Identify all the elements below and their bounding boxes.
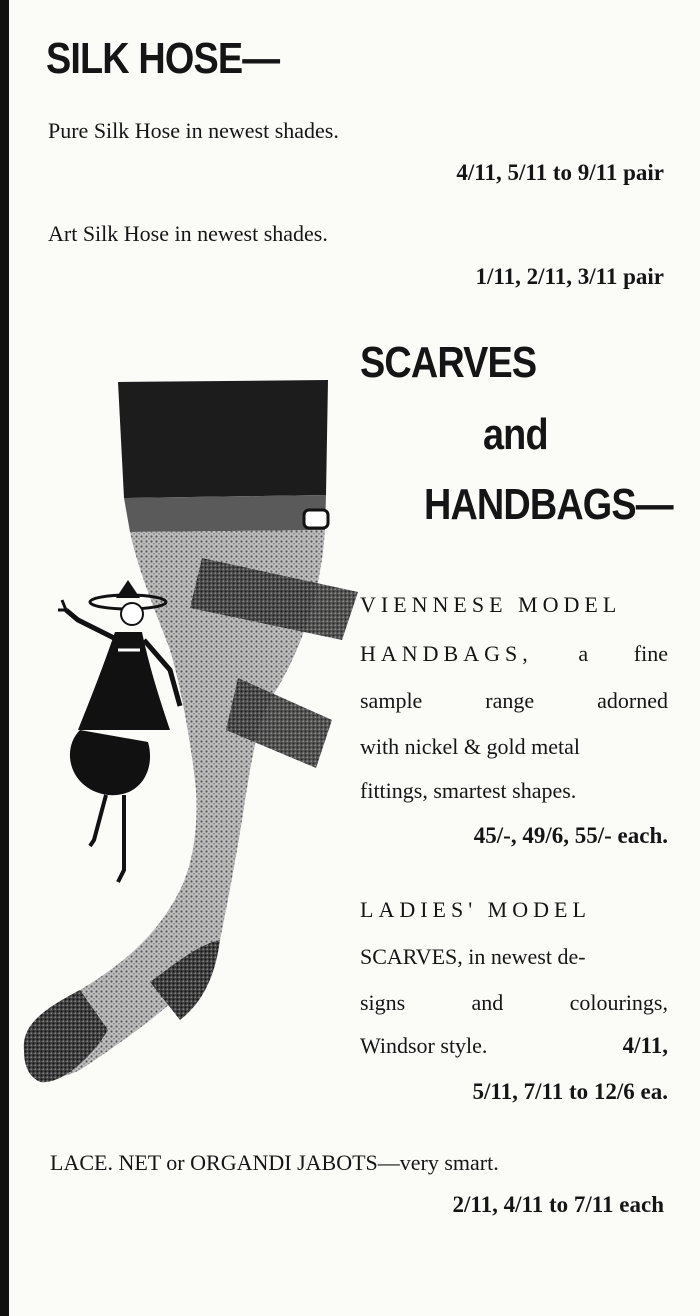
word-signs: signs (360, 990, 406, 1015)
scarves-line-3 (360, 990, 668, 1016)
jabots-price: 2/11, 4/11 to 7/11 each (452, 1192, 664, 1217)
word-fine: fine (633, 641, 668, 666)
silk-hose-heading: SILK HOSE— (46, 34, 280, 83)
pure-silk-hose-description: Pure Silk Hose in newest shades. (48, 118, 339, 143)
scarves-price-range: 5/11, 7/11 to 12/6 ea. (472, 1079, 668, 1104)
scarves-line-2: SCARVES, in newest de- (360, 944, 586, 969)
jabots-description: LACE. NET or ORGANDI JABOTS—very smart. (50, 1150, 499, 1175)
scarves-price-start: 4/11, (622, 1033, 668, 1058)
handbags-line-2 (360, 641, 668, 667)
word-adorned: adorned (597, 688, 668, 713)
left-border-rule (0, 0, 9, 1316)
stocking-and-lady-illustration (20, 370, 360, 1090)
word-and: and (471, 990, 504, 1015)
word-colourings: colourings, (569, 990, 668, 1015)
scarves-line-1: LADIES' MODEL (360, 897, 591, 922)
scarves-heading: SCARVES (360, 338, 537, 387)
handbags-price: 45/-, 49/6, 55/- each. (473, 823, 668, 848)
scarves-line-4 (360, 1033, 668, 1059)
handbags-line-3 (360, 688, 668, 714)
word-sample: sample (360, 688, 423, 713)
pure-silk-hose-price: 4/11, 5/11 to 9/11 pair (456, 160, 664, 185)
handbags-line-1: VIENNESE MODEL (360, 592, 622, 617)
word-range: range (485, 688, 535, 713)
handbags-line-5: fittings, smartest shapes. (360, 778, 577, 803)
art-silk-hose-price: 1/11, 2/11, 3/11 pair (475, 264, 664, 289)
windsor-style-text: Windsor style. (360, 1033, 488, 1058)
handbags-word: HANDBAGS, (360, 641, 533, 666)
word-a: a (578, 641, 589, 666)
handbags-line-4: with nickel & gold metal (360, 734, 580, 759)
art-silk-hose-description: Art Silk Hose in newest shades. (48, 221, 328, 246)
and-heading: and (483, 410, 548, 459)
handbags-heading: HANDBAGS— (424, 480, 673, 529)
